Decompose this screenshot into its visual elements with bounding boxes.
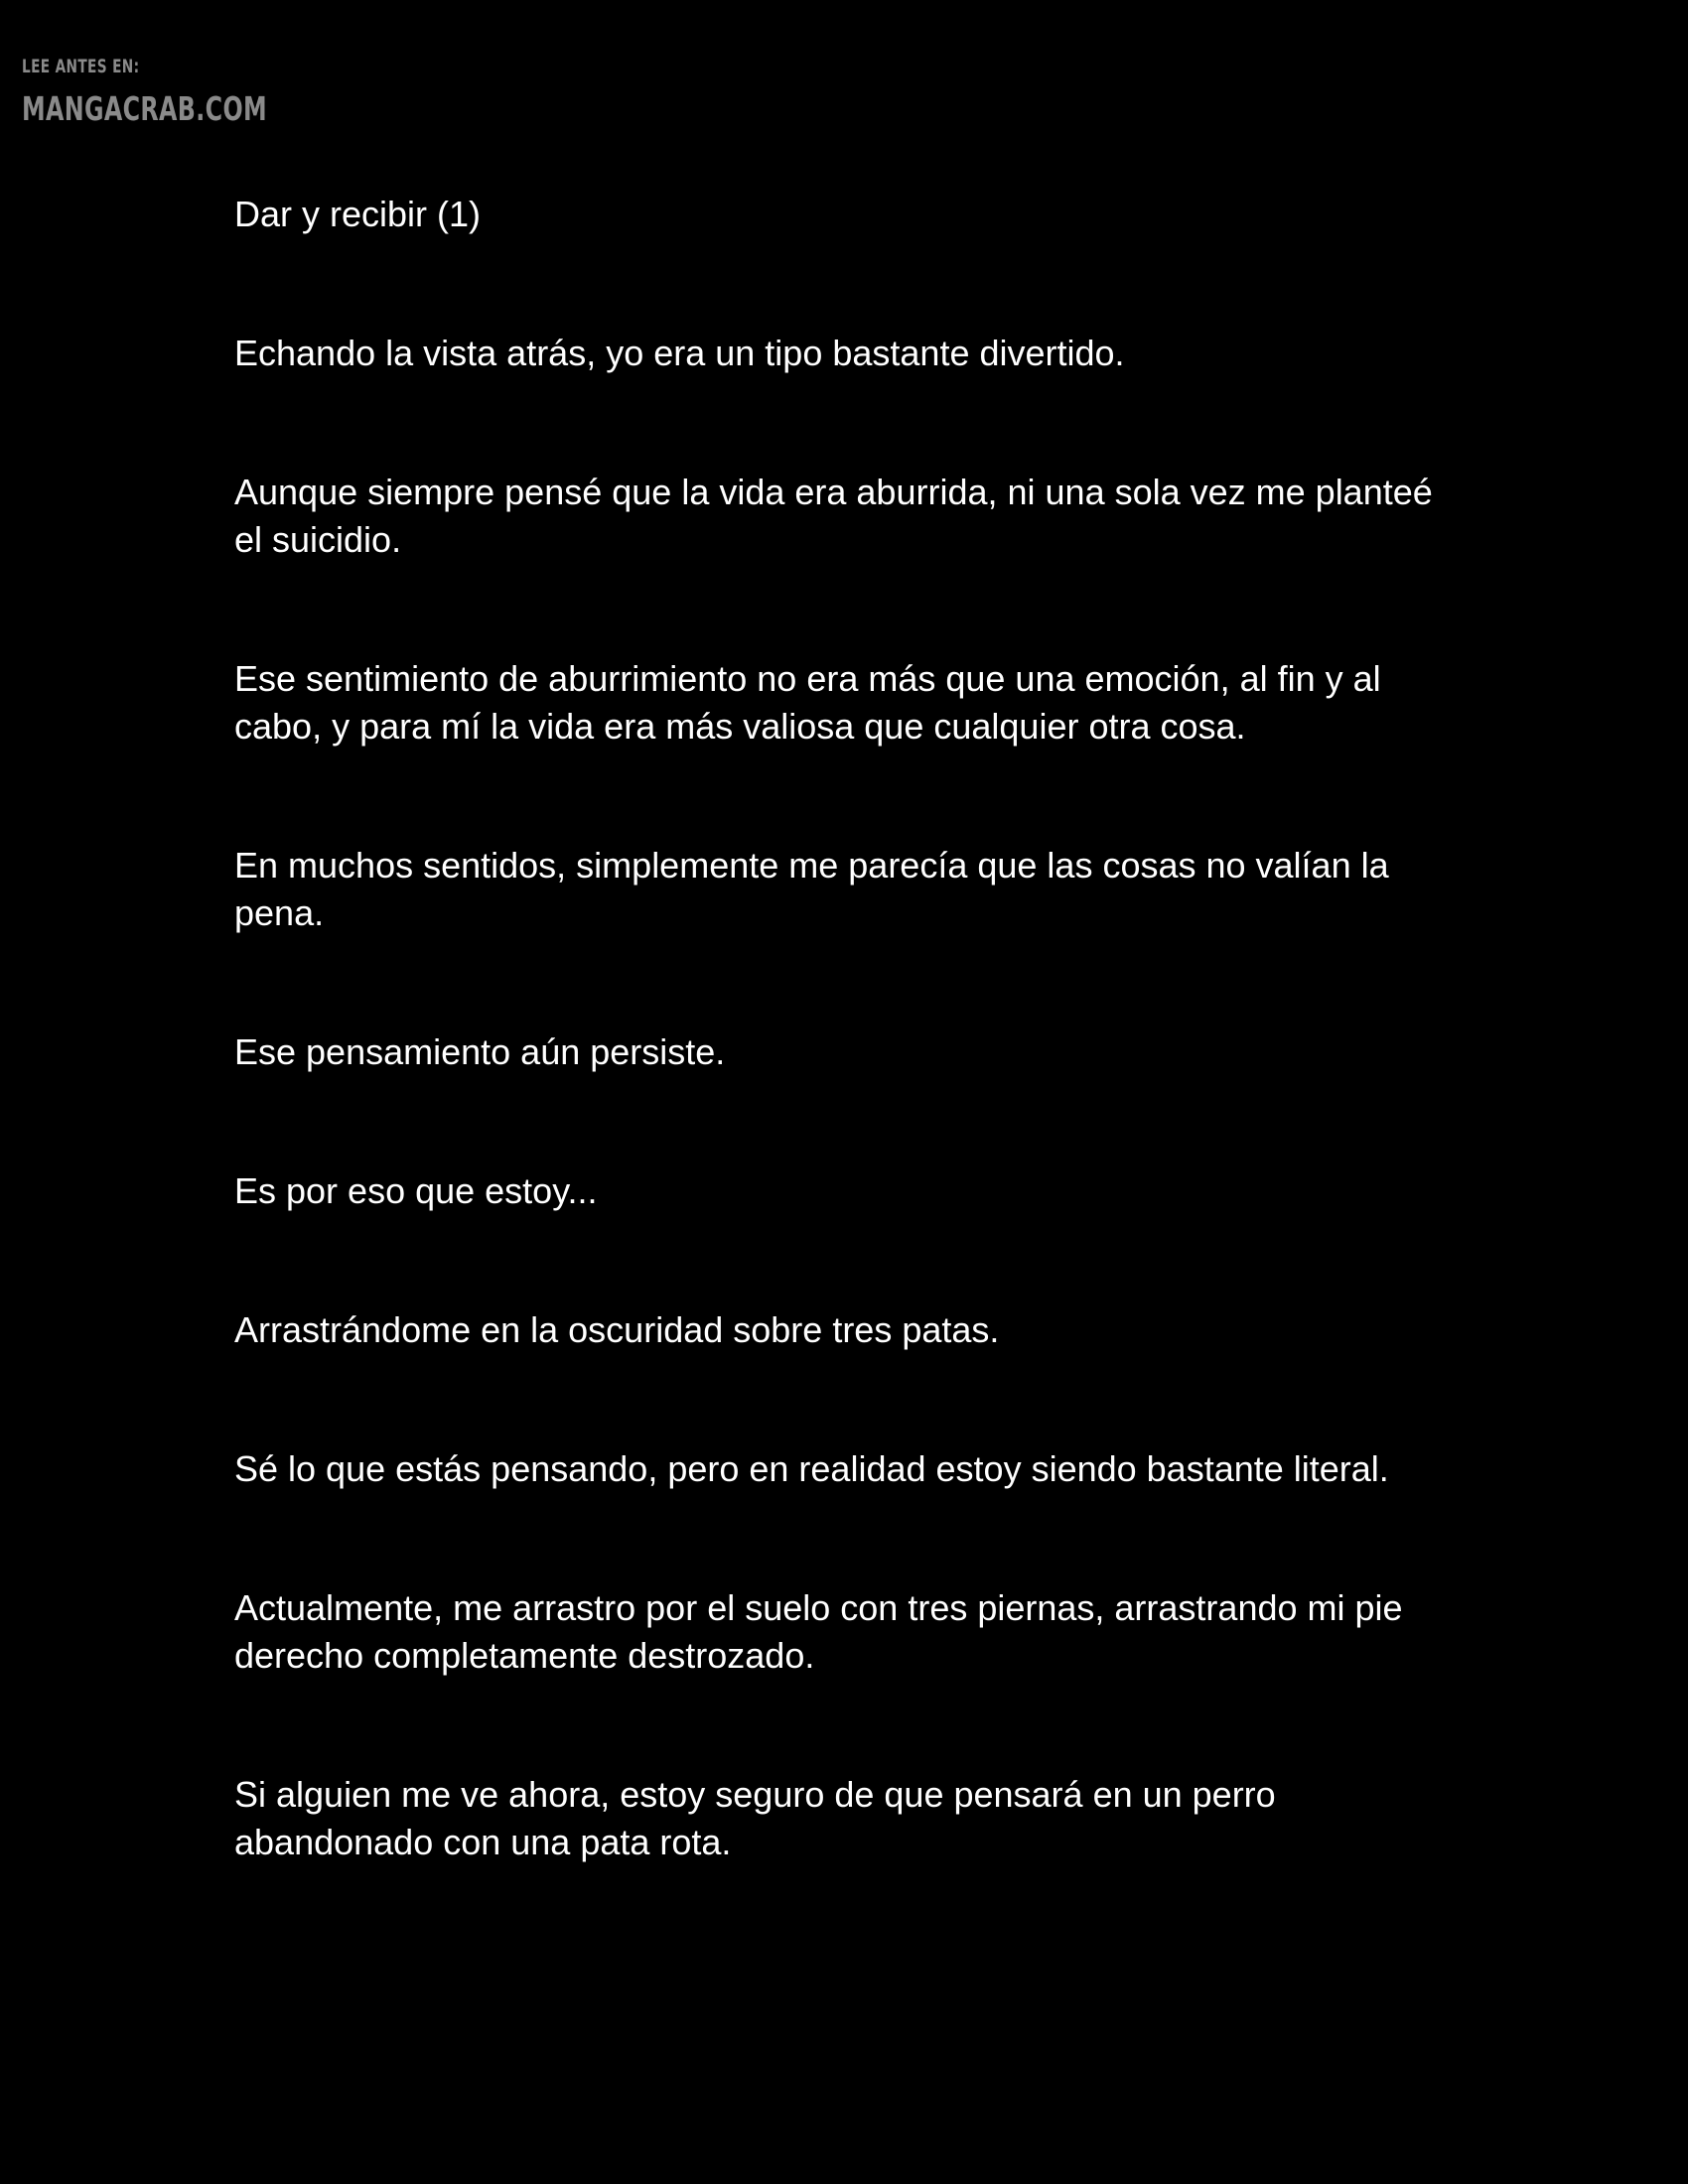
watermark	[22, 56, 362, 128]
paragraph: Echando la vista atrás, yo era un tipo bastante divertido.	[234, 333, 1125, 373]
paragraph: Actualmente, me arrastro por el suelo con tres piernas, arrastrando mi pie derecho completamente destrozado.	[234, 1587, 1403, 1676]
paragraph: Sé lo que estás pensando, pero en realidad estoy siendo bastante literal.	[234, 1448, 1389, 1489]
paragraph: Arrastrándome en la oscuridad sobre tres patas.	[234, 1309, 1000, 1350]
watermark-tagline: LEE ANTES EN:	[22, 56, 140, 77]
paragraph: Aunque siempre pensé que la vida era aburrida, ni una sola vez me planteé el suicidio.	[234, 472, 1433, 560]
paragraph: Ese sentimiento de aburrimiento no era más que una emoción, al fin y al cabo, y para mí la vida era más valiosa que cualquier otra cosa.	[234, 658, 1381, 747]
document-body	[234, 191, 1466, 1958]
paragraph: Si alguien me ve ahora, estoy seguro de que pensará en un perro abandonado con una pata rota.	[234, 1774, 1276, 1862]
paragraph: Es por eso que estoy...	[234, 1170, 598, 1211]
paragraph: Ese pensamiento aún persiste.	[234, 1031, 726, 1072]
chapter-title: Dar y recibir (1)	[234, 194, 482, 234]
watermark-site-name: MANGACRAB.COM	[22, 89, 268, 128]
paragraph: En muchos sentidos, simplemente me parecía que las cosas no valían la pena.	[234, 845, 1389, 933]
